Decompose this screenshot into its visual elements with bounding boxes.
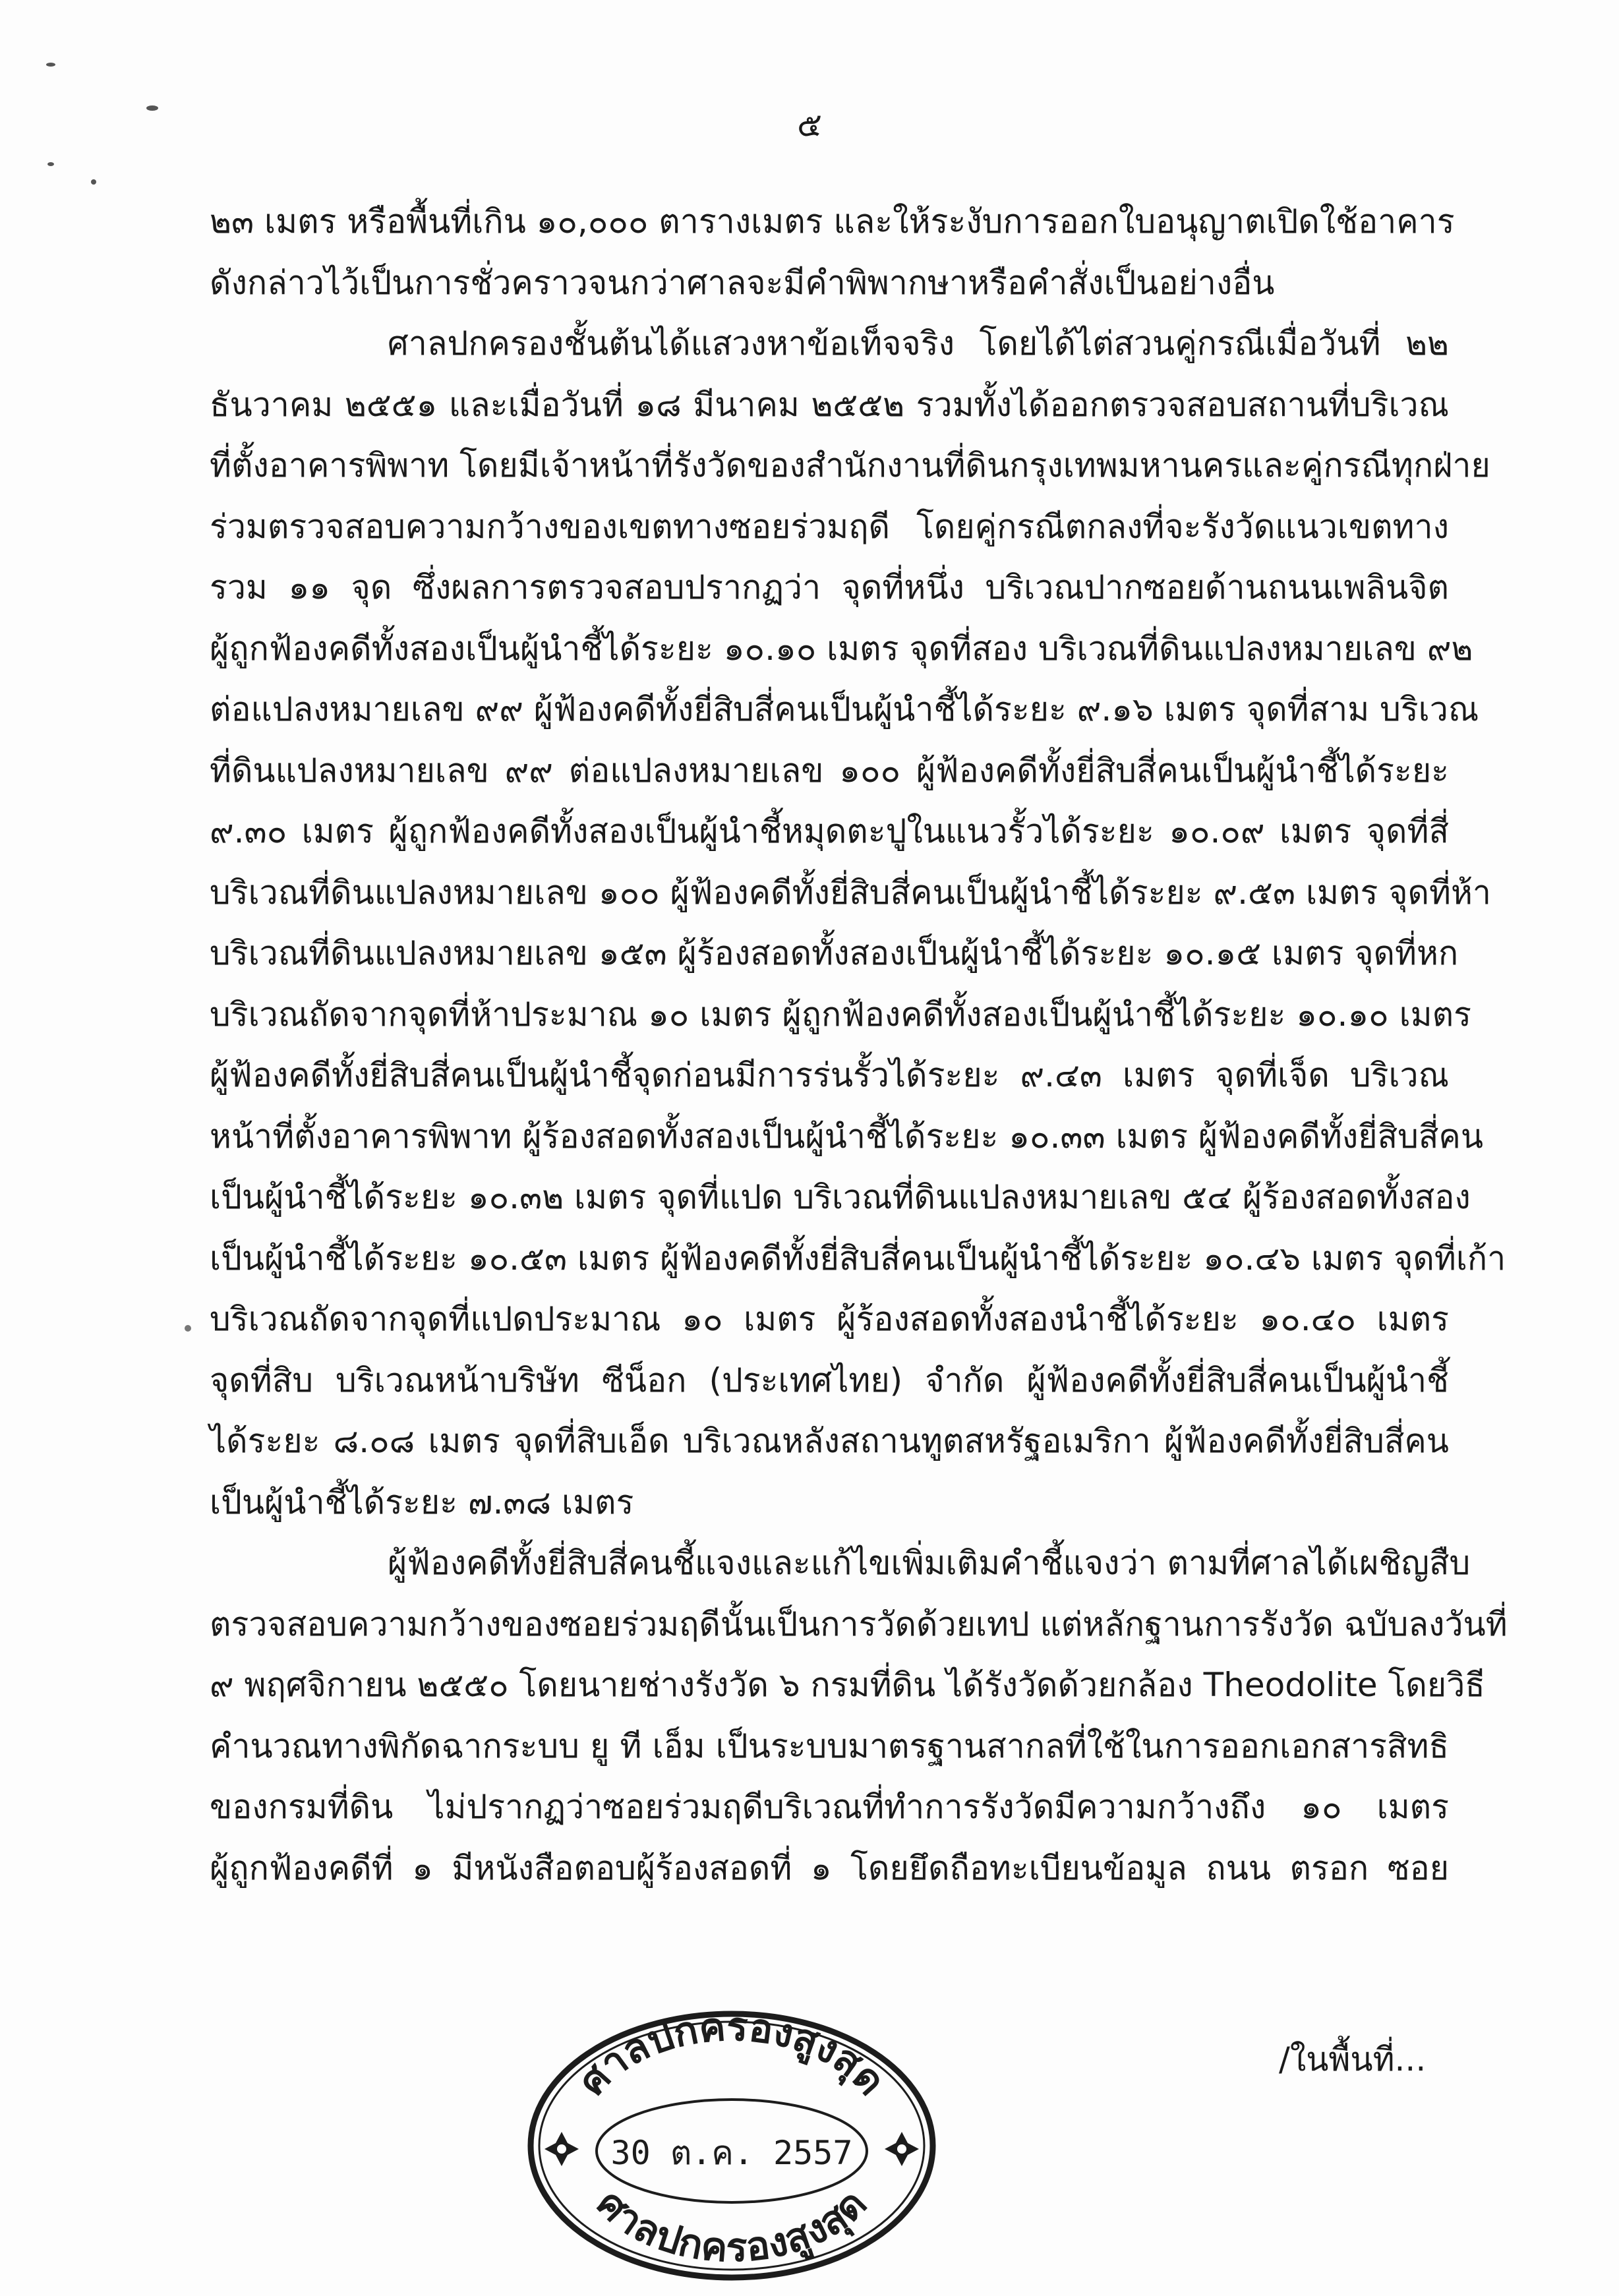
- text-line: ของกรมที่ดิน ไม่ปรากฏว่าซอยร่วมฤดีบริเวณที่ทำการรังวัดมีความกว้างถึง ๑๐ เมตร: [210, 1788, 1449, 1826]
- text-line: เป็นผู้นำชี้ได้ระยะ ๑๐.๕๓ เมตร ผู้ฟ้องคดีทั้งยี่สิบสี่คนเป็นผู้นำชี้ได้ระยะ ๑๐.๔๖ เมตร จุดที่เก้า: [210, 1239, 1506, 1278]
- document-body: [210, 191, 1508, 1899]
- text-line: ธันวาคม ๒๕๕๑ และเมื่อวันที่ ๑๘ มีนาคม ๒๕๕๒ รวมทั้งได้ออกตรวจสอบสถานที่บริเวณ: [210, 385, 1449, 424]
- text-line: ดังกล่าวไว้เป็นการชั่วคราวจนกว่าศาลจะมีคำพิพากษาหรือคำสั่งเป็นอย่างอื่น: [210, 263, 1275, 302]
- text-line: ต่อแปลงหมายเลข ๙๙ ผู้ฟ้องคดีทั้งยี่สิบสี่คนเป็นผู้นำชี้ได้ระยะ ๙.๑๖ เมตร จุดที่สาม บริเวณ: [210, 690, 1479, 728]
- text-line: หน้าที่ตั้งอาคารพิพาท ผู้ร้องสอดทั้งสองเป็นผู้นำชี้ได้ระยะ ๑๐.๓๓ เมตร ผู้ฟ้องคดีทั้งยี่สิบสี่คน: [210, 1117, 1484, 1156]
- text-line: บริเวณถัดจากจุดที่แปดประมาณ ๑๐ เมตร ผู้ร้องสอดทั้งสองนำชี้ได้ระยะ ๑๐.๔๐ เมตร: [210, 1300, 1449, 1338]
- scan-speck: [91, 179, 96, 185]
- text-line: ๙ พฤศจิกายน ๒๕๕๐ โดยนายช่างรังวัด ๖ กรมที่ดิน ได้รังวัดด้วยกล้อง Theodolite โดยวิธี: [210, 1666, 1485, 1704]
- page-number: ๕: [797, 105, 822, 144]
- text-line: เป็นผู้นำชี้ได้ระยะ ๑๐.๓๒ เมตร จุดที่แปด บริเวณที่ดินแปลงหมายเลข ๕๔ ผู้ร้องสอดทั้งสอง: [210, 1178, 1471, 1216]
- text-line: ที่ดินแปลงหมายเลข ๙๙ ต่อแปลงหมายเลข ๑๐๐ ผู้ฟ้องคดีทั้งยี่สิบสี่คนเป็นผู้นำชี้ได้ระยะ: [210, 751, 1449, 790]
- ornament-left-icon: [545, 2132, 579, 2166]
- text-line: จุดที่สิบ บริเวณหน้าบริษัท ซีน็อก (ประเทศไทย) จำกัด ผู้ฟ้องคดีทั้งยี่สิบสี่คนเป็นผู้นำชี้: [210, 1361, 1449, 1399]
- stamp-bottom-text: ศาลปกครองสูงสุด: [587, 2180, 876, 2272]
- text-line: ๙.๓๐ เมตร ผู้ถูกฟ้องคดีทั้งสองเป็นผู้นำชี้หมุดตะปูในแนวรั้วได้ระยะ ๑๐.๐๙ เมตร จุดที่สี่: [210, 812, 1449, 850]
- text-line: บริเวณถัดจากจุดที่ห้าประมาณ ๑๐ เมตร ผู้ถูกฟ้องคดีทั้งสองเป็นผู้นำชี้ได้ระยะ ๑๐.๑๐ เมตร: [210, 995, 1471, 1034]
- text-line: บริเวณที่ดินแปลงหมายเลข ๑๐๐ ผู้ฟ้องคดีทั้งยี่สิบสี่คนเป็นผู้นำชี้ได้ระยะ ๙.๕๓ เมตร จุดที่ห้า: [210, 873, 1491, 912]
- text-line: ตรวจสอบความกว้างของซอยร่วมฤดีนั้นเป็นการวัดด้วยเทป แต่หลักฐานการรังวัด ฉบับลงวันที่: [210, 1604, 1508, 1643]
- text-line: บริเวณที่ดินแปลงหมายเลข ๑๕๓ ผู้ร้องสอดทั้งสองเป็นผู้นำชี้ได้ระยะ ๑๐.๑๕ เมตร จุดที่หก: [210, 934, 1459, 972]
- text-line: เป็นผู้นำชี้ได้ระยะ ๗.๓๘ เมตร: [210, 1483, 634, 1521]
- text-line: ผู้ถูกฟ้องคดีทั้งสองเป็นผู้นำชี้ได้ระยะ ๑๐.๑๐ เมตร จุดที่สอง บริเวณที่ดินแปลงหมายเลข ๙๒: [210, 629, 1473, 668]
- court-received-stamp: [521, 2007, 943, 2284]
- text-line: คำนวณทางพิกัดฉากระบบ ยู ที เอ็ม เป็นระบบมาตรฐานสากลที่ใช้ในการออกเอกสารสิทธิ: [210, 1726, 1449, 1765]
- text-line: รวม ๑๑ จุด ซึ่งผลการตรวจสอบปรากฏว่า จุดที่หนึ่ง บริเวณปากซอยด้านถนนเพลินจิต: [210, 568, 1449, 606]
- text-line: ผู้ฟ้องคดีทั้งยี่สิบสี่คนเป็นผู้นำชี้จุดก่อนมีการร่นรั้วได้ระยะ ๙.๔๓ เมตร จุดที่เจ็ด บริเวณ: [210, 1056, 1449, 1094]
- text-line: ๒๓ เมตร หรือพื้นที่เกิน ๑๐,๐๐๐ ตารางเมตร และให้ระงับการออกใบอนุญาตเปิดใช้อาคาร: [210, 202, 1455, 241]
- text-line: ได้ระยะ ๘.๐๘ เมตร จุดที่สิบเอ็ด บริเวณหลังสถานทูตสหรัฐอเมริกา ผู้ฟ้องคดีทั้งยี่สิบสี่คน: [210, 1422, 1449, 1460]
- scan-speck: [185, 1325, 191, 1332]
- scan-speck: [46, 63, 55, 67]
- ornament-right-icon: [885, 2132, 919, 2166]
- stamp-date: 30 ต.ค. 2557: [610, 2134, 853, 2172]
- continuation-marker: /ในพื้นที่...: [1279, 2040, 1427, 2078]
- text-line: ผู้ถูกฟ้องคดีที่ ๑ มีหนังสือตอบผู้ร้องสอดที่ ๑ โดยยึดถือทะเบียนข้อมูล ถนน ตรอก ซอย: [210, 1848, 1449, 1887]
- text-line: ที่ตั้งอาคารพิพาท โดยมีเจ้าหน้าที่รังวัดของสำนักงานที่ดินกรุงเทพมหานครและคู่กรณีทุกฝ่าย: [210, 446, 1490, 485]
- scan-speck: [47, 162, 54, 166]
- paragraph-start-line: ศาลปกครองชั้นต้นได้แสวงหาข้อเท็จจริง โดยได้ไต่สวนคู่กรณีเมื่อวันที่ ๒๒: [388, 324, 1449, 363]
- paragraph-start-line: ผู้ฟ้องคดีทั้งยี่สิบสี่คนชี้แจงและแก้ไขเพิ่มเติมคำชี้แจงว่า ตามที่ศาลได้เผชิญสืบ: [388, 1544, 1471, 1582]
- text-line: ร่วมตรวจสอบความกว้างของเขตทางซอยร่วมฤดี โดยคู่กรณีตกลงที่จะรังวัดแนวเขตทาง: [210, 507, 1449, 546]
- stamp-top-text: ศาลปกครองสูงสุด: [569, 2007, 895, 2105]
